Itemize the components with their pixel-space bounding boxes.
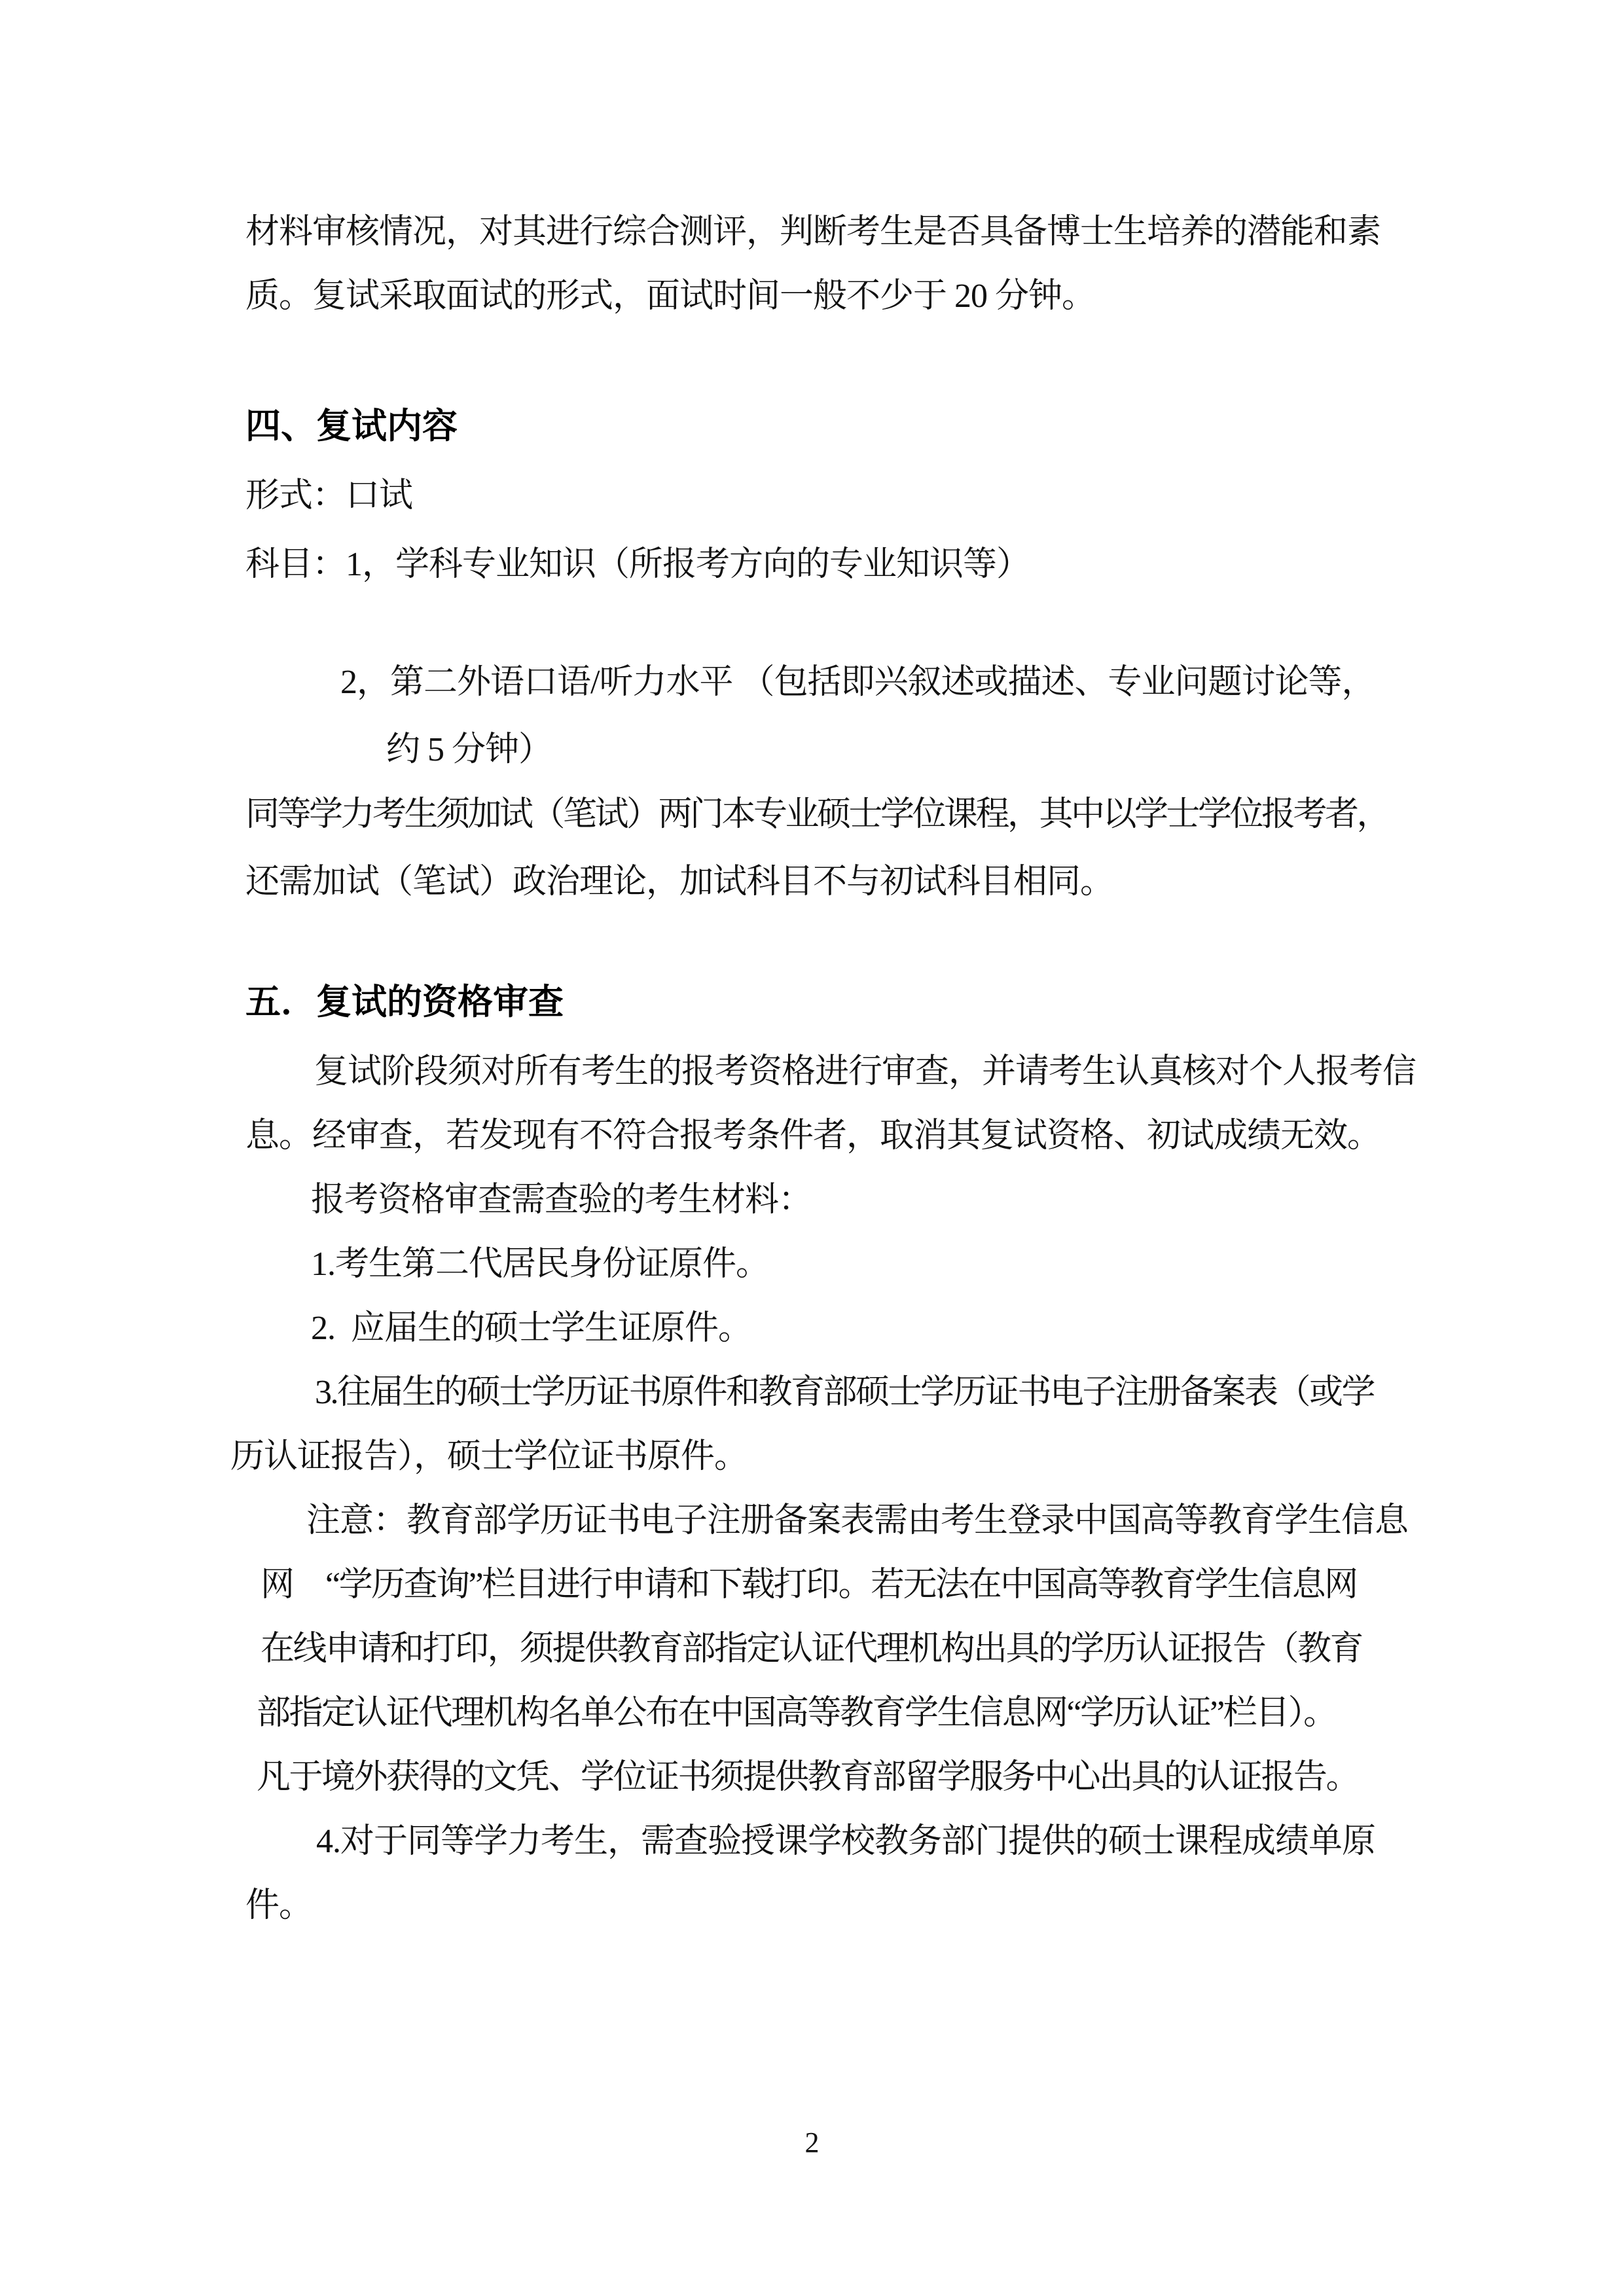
page-number: 2 [804, 2126, 820, 2159]
text-line: 科目：1，学科专业知识（所报考方向的专业知识等） [245, 546, 1030, 583]
text-line: 在线申请和打印，须提供教育部指定认证代理机构出具的学历认证报告（教育 [261, 1630, 1363, 1668]
text-line: 约 5 分钟） [386, 731, 552, 768]
list-item: 4.对于同等学力考生，需查验授课学校教务部门提供的硕士课程成绩单原 [316, 1823, 1376, 1860]
list-item: 3.往届生的硕士学历证书原件和教育部硕士学历证书电子注册备案表（或学 [315, 1374, 1375, 1411]
section-heading-5: 五．复试的资格审查 [245, 982, 564, 1022]
text-line: 复试阶段须对所有考生的报考资格进行审查，并请考生认真核对个人报考信 [314, 1053, 1416, 1090]
text-line: 网 “学历查询”栏目进行申请和下载打印。若无法在中国高等教育学生信息网 [261, 1566, 1357, 1604]
text-line: 凡于境外获得的文凭、学位证书须提供教育部留学服务中心出具的认证报告。 [257, 1759, 1359, 1796]
text-line: 形式：口试 [245, 477, 413, 514]
text-line: 部指定认证代理机构名单公布在中国高等教育学生信息网“学历认证”栏目）。 [257, 1695, 1336, 1732]
text-line: 注意：教育部学历证书电子注册备案表需由考生登录中国高等教育学生信息 [306, 1502, 1409, 1539]
text-line: 息。经审查，若发现有不符合报考条件者，取消其复试资格、初试成绩无效。 [245, 1117, 1381, 1155]
text-line: 件。 [245, 1887, 313, 1924]
text-line: 2，第二外语口语/听力水平 （包括即兴叙述或描述、专业问题讨论等， [340, 664, 1375, 701]
text-line: 历认证报告），硕士学位证书原件。 [230, 1438, 748, 1475]
text-line: 材料审核情况，对其进行综合测评，判断考生是否具备博士生培养的潜能和素 [245, 213, 1381, 251]
text-line: 还需加试（笔试）政治理论，加试科目不与初试科目相同。 [245, 863, 1114, 901]
text-line: 报考资格审查需查验的考生材料： [311, 1181, 812, 1219]
list-item: 1.考生第二代居民身份证原件。 [311, 1246, 770, 1283]
section-heading-4: 四、复试内容 [245, 406, 458, 446]
text-line: 同等学力考生须加试（笔试）两门本专业硕士学位课程，其中以学士学位报考者， [245, 796, 1389, 833]
text-line: 质。复试采取面试的形式，面试时间一般不少于 20 分钟。 [245, 278, 1096, 315]
list-item: 2. 应届生的硕士学生证原件。 [311, 1310, 752, 1347]
